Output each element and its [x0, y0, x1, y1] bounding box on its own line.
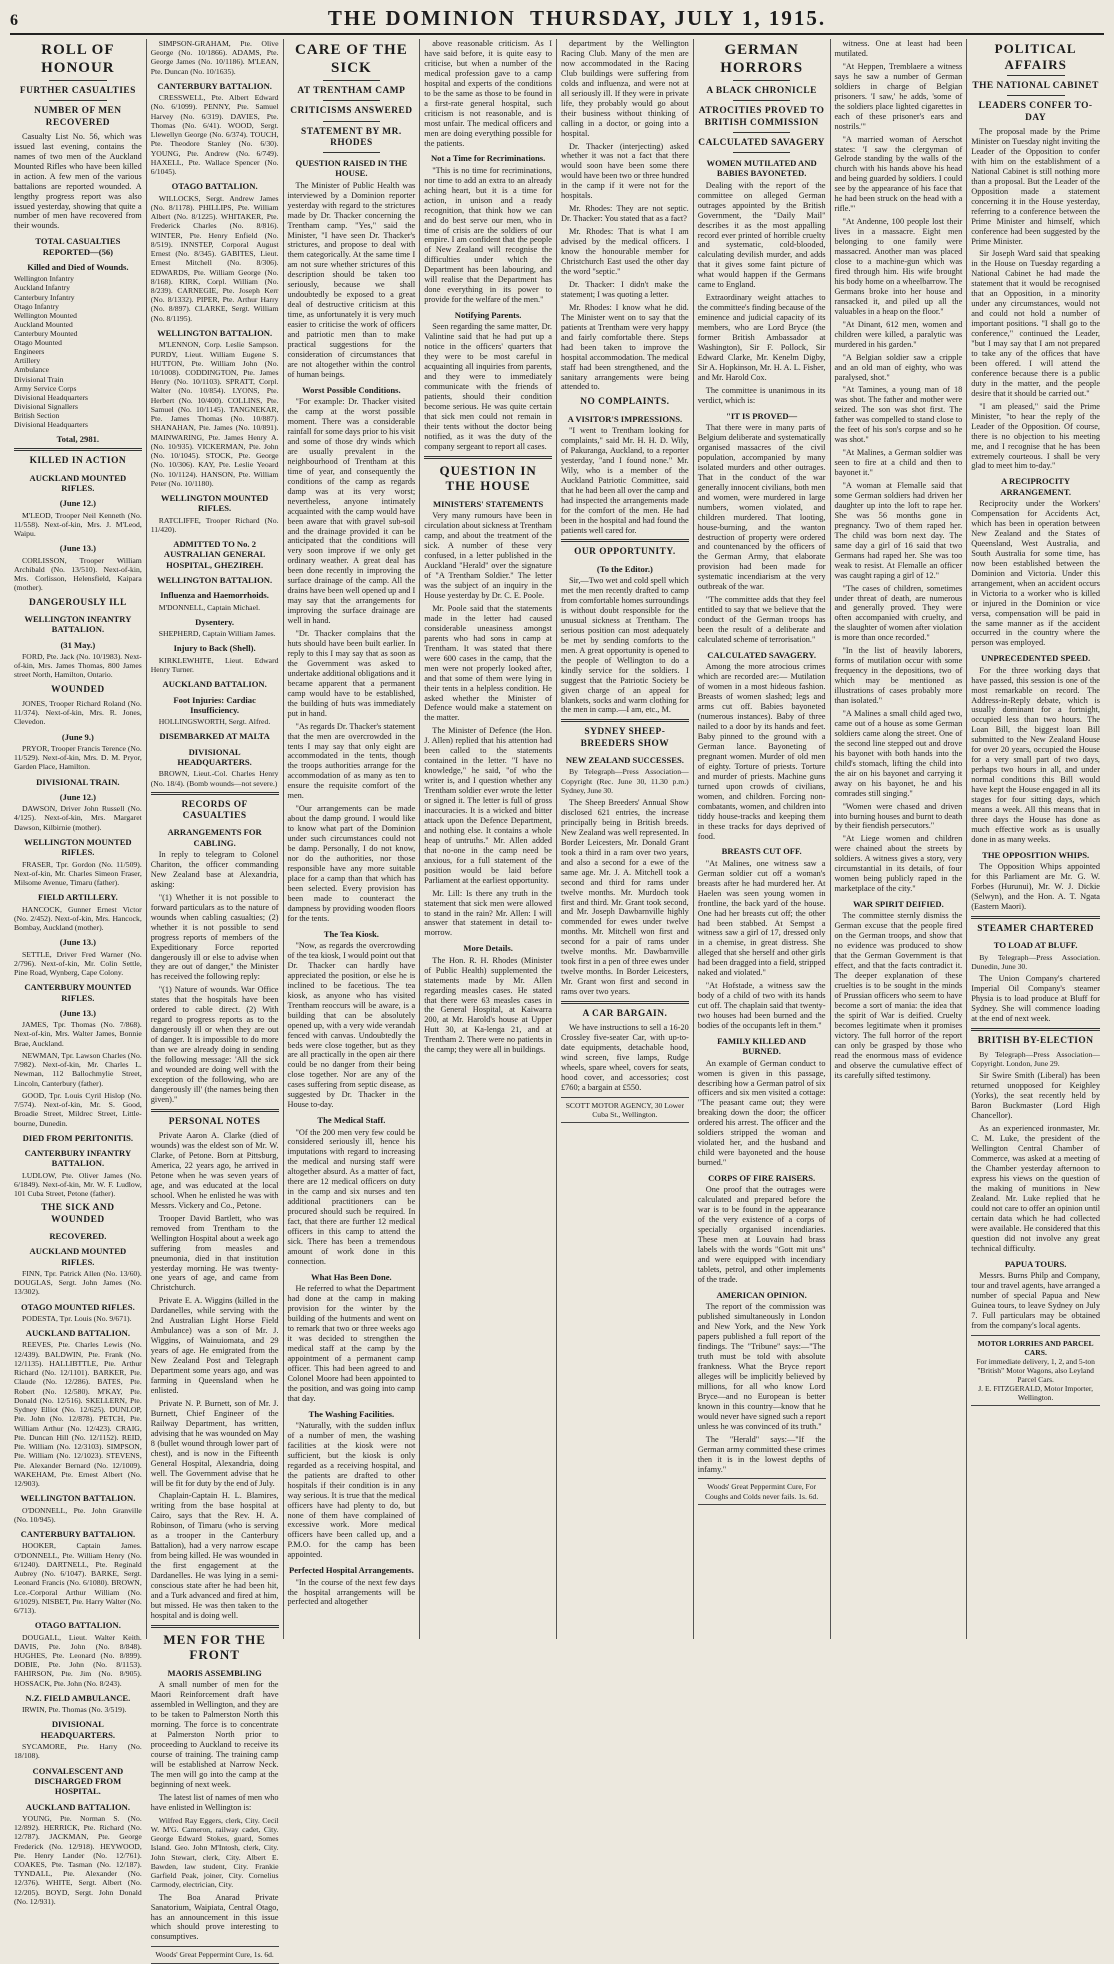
unit-heading: DIVISIONAL TRAIN.: [36, 776, 120, 787]
article-paragraph: "I am pleased," said the Prime Minister, "to hear the reply of the Leader of the Opposition. Of course, there is no objection to his meeting me, and I recognise that he has been extremely courteous. I shall be very glad to meet him to-day.": [971, 401, 1100, 471]
subheading: LEADERS CONFER TO-DAY: [978, 101, 1093, 123]
unit-name: Artillery: [14, 356, 41, 366]
casualty-entry: CORLISSON, Trooper William Archibald (No. 13/510). Next-of-kin, Mrs. Corlisson, Helensfield, Kaipara (mother).: [14, 555, 142, 593]
casualty-row: [14, 347, 142, 356]
records-heading: RECORDS OF CASUALTIES: [181, 799, 248, 822]
section-heading: "IT IS PROVED—: [726, 410, 798, 421]
casualty-entry: JONES, Trooper Richard Roland (No. 11/374). Next-of-kin, Mrs. R. Jones, Clevedon.: [14, 698, 142, 727]
wounded-heading: WOUNDED: [51, 684, 105, 695]
unit-name: Wellington Mounted: [14, 310, 77, 320]
question-house-heading: QUESTION IN THE HOUSE: [439, 462, 537, 494]
article-paragraph: The report of the commission was published simultaneously in London and New York, and the New York papers published a full report of the findings. The "Tribune" says:—"The truth must be told with absolute frankness. What the Bryce report alleges will be implicitly believed by millions, for all who know Lord Bryce—and no European is better known in this country—know that he would never have signed such a report unless he was convinced of its truth.": [697, 1302, 826, 1431]
section-heading: CALCULATED SAVAGERY.: [707, 650, 816, 660]
men-front-heading: MEN FOR THE FRONT: [163, 1631, 266, 1663]
killed-in-action-heading: KILLED IN ACTION: [29, 456, 127, 467]
unit-name: Engineers: [14, 347, 45, 357]
article-paragraph: Trooper David Bartlett, who was removed from Trentham to the Wellington Hospital about a week ago suffering from measles and pneumonia, died in that institution yesterday morning. He was twenty-one years of age, and came from Christchurch.: [150, 1213, 279, 1293]
divider: [561, 539, 689, 542]
unit-heading: OTAGO BATTALION.: [171, 181, 258, 192]
section-heading: What Has Been Done.: [311, 1271, 392, 1282]
article-paragraph: The Boa Anarad Private Sanatorium, Waipiata, Central Otago, has an announcement in this issue which should prove interesting to consumptives.: [150, 1892, 279, 1942]
article-paragraph: A small number of men for the Maori Reinforcement draft have assembled in Wellington, and they are to be taken to Palmerston North this morning. The force is to concentrate at Palmerston North prior to proceeding to Auckland to receive its course of training. The training camp will be established at Narrow Neck. The men will go into the camp at the beginning of next week.: [150, 1680, 279, 1789]
unit-name: Divisional Train: [14, 374, 64, 384]
unit-heading: OTAGO MOUNTED RIFLES.: [21, 1301, 135, 1312]
german-horrors-heading: GERMAN HORRORS: [720, 42, 804, 76]
malta-heading: DISEMBARKED AT MALTA: [159, 731, 270, 742]
column-8: [967, 39, 1104, 1639]
casualty-row: [14, 311, 142, 320]
article-paragraph: In reply to telegram to Colonel Chariton, the officer commanding New Zealand base at Alexandria, asking:: [150, 850, 279, 889]
unit-heading: CANTERBURY MOUNTED RIFLES.: [24, 982, 132, 1003]
divider: [323, 152, 380, 153]
casualty-entry: GOOD, Tpr. Louis Cyril Hislop (No. 7/574). Next-of-kin, Mr. S. Good, Broadie Street, Mildrec Street, Little-bourne, Dunedin.: [14, 1090, 142, 1128]
unit-heading: FIELD ARTILLERY.: [37, 892, 118, 903]
article-paragraph: "Our arrangements can be made about the damp ground. I would like to know what part of the Dominion under such circumstances could not be damp. Personally, I do not know, nor do the authorities, nor those responsible have any more suitable place for a camp than that which has been selected. Every provision has been made to counteract the dampness by providing wooden floors for the tents.: [287, 804, 416, 923]
article-paragraph: "Dr. Thacker complains that the huts should have been built earlier. In reply to this I may say that as soon as the Government was asked to undertake additional obligations and it became apparent that a permanent camp would have to be established, the building of huts was immediately put in hand.: [287, 629, 416, 718]
column-3: [284, 39, 421, 1639]
article-paragraph: Reciprocity under the Workers' Compensation for Accidents Act, which has been in operation between New Zealand and the States of Queensland, West Australia, and South Australia for some time, has now been established between the Dominion and Victoria. Under this arrangement, when an accident occurs in Victoria to a worker who is killed or injured in the Dominion or vice versa, compensation will be paid in the same manner as if the accident occurred in the country where the person was employed.: [971, 499, 1100, 648]
article-paragraph: "At Malines, a German soldier was seen to fire at a child and then to bayonet it.": [834, 448, 963, 478]
admitted-heading: ADMITTED TO No. 2 AUSTRALIAN GENERAL HOSPITAL, GHEZIREH.: [163, 539, 266, 570]
casualty-entry: FORD, Pte. Jack (No. 10/1983). Next-of-kin, Mrs. James Thomas, 800 James street North, Hamilton, Ontario.: [14, 651, 142, 680]
section-heading: Worst Possible Conditions.: [302, 384, 401, 395]
article-paragraph: Private Aaron A. Clarke (died of wounds) was the eldest son of Mr. W. Clarke, of Petone. Born at Pittsburg, America, 22 years ago, he arrived in Petone when he was seven years of age, and was educated at the local school. When he enlisted he was with Messrs. Vickery and Co., Petone.: [150, 1131, 279, 1210]
admitted-entry: BROWN, Lieut.-Col. Charles Henry (No. 18/4). (Bomb wounds—not severe.): [150, 769, 279, 788]
casualty-row: [14, 356, 142, 365]
unit-heading: CANTERBURY BATTALION.: [157, 80, 272, 91]
subheading: MINISTERS' STATEMENTS: [433, 499, 544, 510]
article-paragraph: "At Liege women and children were chained about the streets by soldiers. A witness gives a story, very circumstantial in its details, of four women being publicly raped in the marketplace of the city.": [834, 834, 963, 894]
section-heading: CORPS OF FIRE RAISERS.: [708, 1173, 816, 1184]
divider: [151, 1625, 279, 1628]
article-paragraph: "(1) Whether it is not possible to forward particulars as to the nature of wounds when cabling casualties; (2) whether it is not possible to send progress reports of members of the Expeditionary Force reported dangerously ill or else to advise when they are out of danger," the Minister has received the following reply:: [150, 892, 279, 982]
divider: [733, 100, 790, 101]
date-heading: (June 12.): [59, 498, 97, 509]
men-recovered-heading: NUMBER OF MEN RECOVERED: [34, 106, 122, 128]
unit-heading: WELLINGTON MOUNTED RIFLES.: [24, 836, 132, 858]
subheading: AT TRENTHAM CAMP: [297, 86, 406, 96]
article-paragraph: "Naturally, with the sudden influx of a number of men, the washing facilities at the kiosk were not sufficient, but the kiosk is only regarded as a receiving hospital, and the patients are drafted to other hospitals if their condition is in any way serious. It is true that the medical officers have had plenty to do, but none of them have complained of excessive work. More medical officers have been called up, and a P.M.O. for the camp has been appointed.: [287, 1420, 416, 1560]
care-of-sick-heading: CARE OF THE SICK: [295, 42, 408, 76]
subheading: NEW ZEALAND SUCCESSES.: [565, 754, 684, 765]
article-paragraph: That there were in many parts of Belgium deliberate and systematically organised massacres of the civil population, accompanied by many isolated murders and other outrages. That in the conduct of the war generally innocent civilians, both men and women, were murdered in large numbers, women violated, and children murdered. That looting, house-burning, and the wanton destruction of property were ordered and countenanced by the officers of the German Army, that elaborate provision had been made for systematic incendiarism at the very outbreak of the war.: [697, 423, 826, 592]
unit-name: Army Service Corps: [14, 383, 77, 393]
article-paragraph: Sir Joseph Ward said that speaking in the House on Tuesday regarding a National Cabinet he had made the statement that it would be recognised that an Opposition, in a minority under any circumstances, would not and could not hold a number of important positions. "I shall go to the conference," continued the Leader, "but I may say that I am not prepared to take any of the offices that have been offered. I will attend the conference because there is a public duty in the matter, and the people desire that it should be carried out.": [971, 249, 1100, 398]
column-2: [147, 39, 284, 1960]
steamer-heading: STEAMER CHARTERED: [977, 923, 1095, 934]
unit-name: Divisional Headquarters: [14, 420, 89, 430]
article-paragraph: The proposal made by the Prime Minister on Tuesday night inviting the Leader of the Opposition to confer with him on the establishment of a National Cabinet is still nothing more than a proposal. But the Leader of the Opposition made a statement concerning it in the House yesterday, referring to a conference between the Prime Minister and himself, which conference had been suggested by the Prime Minister.: [971, 127, 1100, 246]
casualty-entry: M'LEOD, Trooper Neil Kenneth (No. 11/558). Next-of-kin, Mrs. J. M'Leod, Waipu.: [14, 510, 142, 539]
column-7: [831, 39, 968, 1639]
article-paragraph: Messrs. Burns Philp and Company, tour and travel agents, have arranged a number of special Papua and New Guinea tours, to leave Sydney on July 7. Full particulars may be obtained from the company's local agents.: [971, 1270, 1100, 1330]
article-paragraph: Mr. Poole said that the statements made in the letter had caused considerable uneasiness amongst parents who had sons in camp at Trentham. It was stated that there were 600 cases in the camp, that the men were not properly looked after, and that some of them were lying in their tents in a helpless condition. He asked whether the Minister of Defence would make a statement on the matter.: [424, 603, 552, 723]
casualty-row: [14, 365, 142, 374]
subheading: TO LOAD AT BLUFF.: [993, 940, 1078, 951]
article-paragraph: The Opposition Whips appointed for this Parliament are Mr. G. W. Forbes (Hurunui), Mr. W. J. Dickie (Selwyn), and the Hon. A. T. Ngata (Eastern Maori).: [971, 862, 1100, 911]
unit-heading: AUCKLAND BATTALION.: [162, 679, 267, 690]
article-paragraph: "A woman at Flemalle said that some German soldiers had driven her daughter up into the loft to rape her. She was 56 months gone in pregnancy. Two of them raped her. The child was born next day. The same day a girl of 16 said that two Germans had raped her. She was too weak to resist. At Flemalle an officer was caught raping a girl of 12.": [834, 481, 963, 580]
article-paragraph: Mr. Rhodes: I know what he did. The Minister went on to say that the patients at Trentham were very happy and fairly comfortable there. Steps had been taken to improve the hospital accommodation. The medical staff had been strengthened, and the sanitary arrangements were being attended to.: [561, 302, 689, 392]
unit-heading: CANTERBURY INFANTRY BATTALION.: [24, 1148, 132, 1169]
unit-heading: WELLINGTON BATTALION.: [20, 1493, 136, 1504]
article-paragraph: One proof that the outrages were calculated and prepared before the war is to be found in the appearance of the very existence of a corps of specially organised incendiaries. These men at Louvain had brass labels with the words "Gott mit uns" and were equipped with incendiary tablets, petrol, and other implements of the trade.: [697, 1185, 826, 1284]
divider: [323, 80, 380, 81]
unit-name: Auckland Mounted: [14, 319, 73, 329]
ailment-heading: Influenza and Haemorrhoids.: [160, 590, 269, 601]
article-paragraph: Dr. Thacker (interjecting) asked whether it was not a fact that there would soon have been some there would have been two or three hundred in the camp if it were not for the hospitals.: [561, 141, 689, 201]
article-paragraph: Mr. Lill: Is there any truth in the statement that sick men were allowed to stand in the rain? Mr. Allen: I will answer that statement in detail to-morrow.: [424, 888, 552, 938]
further-casualties-heading: FURTHER CASUALTIES: [19, 86, 136, 96]
car-ad-text: We have instructions to sell a 16-20 Crossley five-seater Car, with up-to-date equipments, detachable hood, wind screen, five lamps, Rudge wheels, spare wheel, covers for seats, hood cover, and accessories; cost £760; a bargain at £550.: [561, 1023, 689, 1093]
enlistment-list: Wilfred Ray Eggers, clerk, City. Cecil W. M'G. Cameron, railway cadet, City. George Edward Stokes, guard, Somes Island. Geo. John M'Intosh, clerk, City. John Stewart, clerk, City. Albert E. Bawden, law student, City. Frankie Garfield Peak, joiner, City. Cornelius Carmody, electrician, City.: [150, 1815, 279, 1890]
cabling-heading: ARRANGEMENTS FOR CABLING.: [167, 827, 262, 848]
recovered-list: IRWIN, Pte. Thomas (No. 3/519).: [22, 1705, 127, 1715]
unit-heading: N.Z. FIELD AMBULANCE.: [25, 1692, 131, 1703]
column-6: [694, 39, 831, 1639]
article-paragraph: above reasonable criticism. As I have said before, it is quite easy to criticise, but when a number of the medical profession gave to a camp hospital and experts of the conditions to be the same as those to be found in a first-rate general hospital, such criticism is not reasonable, and is most unfair. The medical officers and men are doing everything possible for the patients.: [424, 39, 552, 148]
column-4: [420, 39, 557, 1639]
maoris-heading: MAORIS ASSEMBLING: [167, 1668, 262, 1679]
article-paragraph: The committee is unanimous in its verdict, which is:: [697, 385, 826, 405]
section-heading: The Washing Facilities.: [308, 1408, 395, 1419]
article-paragraph: "The cases of children, sometimes under threat of death, are numerous and generally proved. They were often accompanied with cruelty, and the slaughter of women after violation is more than once recorded.": [834, 583, 963, 643]
unit-heading: DIVISIONAL HEADQUARTERS.: [177, 746, 252, 768]
unit-name: Ambulance: [14, 365, 50, 375]
wire-credit: By Telegraph—Press Association—Copyright (Rec. June 30, 11.30 p.m.) Sydney, June 30.: [561, 767, 689, 795]
casualty-row: [14, 411, 142, 420]
casualty-entry: LUDLOW, Pte. Oliver James (No. 6/1849). Next-of-kin, Mr. W. F. Ludlow, 101 Cuba Street, Petone (father).: [14, 1170, 142, 1199]
article-paragraph: An example of German conduct to women is given in this passage, describing how a German patrol of six officers and six men visited a cottage: "The peasant came out; they were breaking down the door; the officer ordered his arrest. The officer and the soldiers stripped the woman and violated her, and the husband and child were bayoneted and the house burned.": [697, 1058, 826, 1168]
no-complaints-heading: NO COMPLAINTS.: [580, 397, 670, 408]
divider: [971, 916, 1100, 919]
section-heading: FAMILY KILLED AND BURNED.: [717, 1035, 807, 1057]
article-paragraph: Among the more atrocious crimes which are recorded are:— Mutilation of women in a most hideous fashion. Breasts of women slashed; legs and arms cut off. Babies bayoneted (numerous instances). Baby of three nailed to a door by its hands and feet. Baby pinned to the ground with a German lance. Bayoneting of pregnant women. Murder of old men of eighty. Torture of priests. Torture and murder of priests. Machine guns turned upon crowds of civilians, women, and children. Forcing non-combatants, women, and children into tiddy house-tracks and keeping them in these tracks for days deprived of food.: [697, 662, 826, 841]
casualty-entry: FRASER, Tpr. Gordon (No. 11/509). Next-of-kin, Mr. Charles Simeon Fraser, Milsome Avenue, Timaru (father).: [14, 859, 142, 887]
unit-name: Otago Mounted: [14, 338, 62, 348]
recovered-list: CRESSWELL, Pte. Albert Edward (No. 6/1099). PENNY, Pte. Samuel Harvey (No. 6/319). DAVIES, Pte. Thomas (No. 6/41). WOOD, Sergt. Llewellyn George (No. 6/374). TOUCH, Pte. Theodore Stanley (No. 6/30). YOUNG, Pte. Andrew (No. 6/749). HAXELL, Pte. Wallace Spencer (No. 6/1045).: [150, 93, 279, 177]
opportunity-heading: OUR OPPORTUNITY.: [574, 547, 676, 558]
divider: [561, 1001, 689, 1004]
article-paragraph: "This is no time for recriminations, nor time to add an extra to an already aching heart, but it is a time for action, in unison and a ready recognition, that think how we can and do best serve our men, who in time of crisis are the soldiers of our empire. I am confident that the people of New Zealand will recognise the difficulties under which the Department has been labouring, and will realise that the Department has done everything in its power to provide for the welfare of the men.": [424, 165, 552, 305]
section-heading: The Tea Kiosk.: [323, 928, 379, 939]
article-paragraph: "At Tamines, a young man of 18 was shot. The father and mother were seized. The son was shot first. The father was compelled to stand close to the feet of his son's corpse and so he was shot.": [834, 385, 963, 445]
article-paragraph: department by the Wellington Racing Club. Many of the men are now accommodated in the Racing Club buildings were suffering from colds and influenza, and were not at all seriously ill. If they were in private life, they probably would go about their business without thinking of calling in a doctor, or going into a hospital.: [561, 39, 689, 138]
article-paragraph: "The committee adds that they feel entitled to say that we believe that the conduct of the German troops has been the result of a deliberate and calculated scheme of terrorisation.": [697, 595, 826, 645]
article-paragraph: "At Andenne, 100 people lost their lives in a massacre. Eight men belonging to one family were massacred. Another man was placed close to a machine-gun which was fired through him. His wife brought his body home on a wheelbarrow. The Germans broke into her house and ransacked it, and piled up all the valuables in a heap on the floor.": [834, 217, 963, 316]
article-paragraph: "A Malines a small child aged two, came out of a house as some German soldiers came along the street. One of the second line stepped out and drove his bayonet with both hands into the child's stomach, lifting the child into the air on his bayonet and carrying it away on his bayonet, he and his comrades still singing.": [834, 709, 963, 798]
subheading: THE NATIONAL CABINET: [972, 81, 1099, 92]
wire-credit: By Telegraph—Press Association. Dunedin, June 30.: [971, 952, 1100, 971]
casualty-row: [14, 329, 142, 338]
unit-heading: AUCKLAND MOUNTED RIFLES.: [29, 472, 127, 494]
divider: [1007, 95, 1065, 96]
peppermint-ad: Woods' Great Peppermint Cure, 1s. 6d.: [151, 1946, 279, 1963]
article-paragraph: Private N. P. Burnett, son of Mr. J. Burnett, Chief Engineer of the Railway Department, has written, advising that he was wounded on May 8 (bullet wound through lower part of chest), and is now in the Fifteenth General Hospital, Alexandria, doing well. The Government advise that he will be fit for duty by the end of July.: [150, 1398, 279, 1488]
date-heading: (June 13.): [59, 937, 97, 948]
casualty-row: [14, 338, 142, 347]
unit-name: Divisional Headquarters: [14, 392, 89, 402]
unit-heading: CANTERBURY BATTALION.: [20, 1529, 136, 1540]
admitted-entry: M'DONNELL, Captain Michael.: [158, 602, 261, 612]
article-paragraph: Seen regarding the same matter, Dr. Valintine said that he had put up a notice in the officers' quarters that they were to be most careful in acquainting all inquiries from parents, and they were to immediately communicate with the friends of patients, should their condition become serious. He was quite certain that sick men could not remain in their tents without the doctor being notified, as it was the duty of the company sergeant to report all cases.: [424, 322, 552, 451]
unit-heading: WELLINGTON BATTALION.: [157, 327, 273, 338]
divider: [424, 456, 552, 459]
article-paragraph: Sir Swire Smith (Liberal) has been returned unopposed for Keighley (Yorks), the seat recently held by Baron Buckmaster (Lord High Chancellor).: [971, 1071, 1100, 1121]
divider: [14, 448, 142, 451]
casualty-entry: NEWMAN, Tpr. Lawson Charles (No. 7/982). Next-of-kin, Mr. Charles L. Newman, 112 Ballochmylie Street, Lincoln, Canterbury (father).: [14, 1050, 142, 1088]
ad-title: MOTOR LORRIES AND PARCEL CARS.: [977, 1338, 1094, 1357]
article-paragraph: Extraordinary weight attaches to the committee's finding because of the eminence and judicial capacity of its members, who are Lord Bryce (the former British Ambassador at Washington), Sir F. Pollock, Sir Edward Clarke, Mr. Kenelm Digby, Sir A. Hopkinson, Mr. H. A. L. Fisher, and Mr. Harold Cox.: [697, 293, 826, 382]
sheep-show-heading: SYDNEY SHEEP-BREEDERS SHOW: [580, 727, 670, 749]
article-paragraph: Very many rumours have been in circulation about sickness at Trentham camp, and about the treatment of the sick. A number of these very confused, in a letter published in the Auckland "Herald" over the signature of "A Trentham Soldier." The letter was the subject of an inquiry in the House yesterday by Dr. C. E. Poole.: [424, 511, 552, 600]
casualty-row: [14, 293, 142, 302]
subheading: A VISITOR'S IMPRESSIONS.: [567, 413, 683, 424]
divider: [49, 80, 106, 81]
subheading: CRITICISMS ANSWERED: [290, 106, 413, 117]
article-paragraph: The "Herald" says:—"If the German army committed these crimes then it is in the lowest depths of infamy.": [697, 1434, 826, 1474]
date-heading: (June 12.): [59, 791, 97, 802]
section-heading: A RECIPROCITY ARRANGEMENT.: [1000, 476, 1071, 497]
section-heading: PAPUA TOURS.: [1004, 1258, 1067, 1269]
date-heading: (June 13.): [59, 543, 97, 554]
section-heading: More Details.: [463, 943, 513, 954]
article-paragraph: Chaplain-Captain H. L. Blamires, writing from the base hospital at Cairo, says that the Rev. H. A. Robinson, of Timaru (who is serving as a trooper in the Canterbury Battalion), had a very narrow escape from being killed. He was wounded in the first engagement at the Dardanelles. He was lying in a semi-conscious state after he had been hit, and a Turk advanced and fired at him, but missed. He was then taken to the hospital and is doing well.: [150, 1491, 279, 1620]
masthead-title: [50, 6, 1104, 31]
recovered-list: HOOKER, Captain James. O'DONNELL, Pte. William Henry (No. 6/1240). DARTNELL, Pte. Reginald Aubrey (No. 6/1047). BARKE, Sergt. Leonard Francis (No. 6/1080). BROWN, Lce.-Corporal Arthur William (No. 6/1029). NISBET, Pte. Harry Walter (No. 6/713).: [14, 1541, 142, 1615]
article-paragraph: Dr. Thacker: I didn't make the statement; I was quoting a letter.: [561, 279, 689, 299]
recovered-list: M'LENNON, Corp. Leslie Sampson. PURDY, Lieut. William Eugene S. HUTTON, Pte. William John (No. 10/1008). CODDINGTON, Pte. James Henry (No. 10/1103). SPRATT, Corpl. Walter (No. 10/854). LYONS, Pte. Herbert (No. 10/400). COLLINS, Pte. Samuel (No. 10/1145). TANGNEKAR, Pte. James Thomas (No. 10/887). SHANAHAN, Pte. James (No. 10/891). MAINWARING, Pte. James Henry A. (No. 10/935). VICKERMAN, Pte. John (No. 10/1045). STOCK, Pte. George (No. 10/306). KAY, Pte. Leslie Yeoard (No. 10/1124). HANSON, Pte. William Peter (No. 10/1180).: [150, 340, 279, 488]
killed-subheading: Killed and Died of Wounds.: [27, 262, 129, 272]
ad-text: For immediate delivery, 1, 2, and 5-ton "British" Motor Wagons, also Leyland Parcel Cars.: [976, 1356, 1095, 1385]
unit-name: Auckland Infantry: [14, 283, 70, 293]
article-paragraph: As an experienced ironmaster, Mr. C. M. Luke, the president of the Wellington Central Chamber of Commerce, was asked at a meeting of the Chamber yesterday afternoon to express his views on the question of the making of munitions in New Zealand. Mr. Luke replied that he could not care to offer an opinion until certain data which he had collected were available. He considered that this question did not involve any great technical difficulty.: [971, 1124, 1100, 1253]
article-paragraph: "For example: Dr. Thacker visited the camp at the worst possible moment. There was a considerable rainfall for some days prior to his visit and some of those dry winds which are usually prevalent in the neighbourhood of Trentham at this time of year, and consequently the conditions of the camp as regards damp was at its very worst; nevertheless, anyone intimately acquainted with the camp would have been aware that with gravel sub-soil and the drainage provided it can be anticipated that the conditions will very soon improve if we only get ordinary weather. A great deal has been done recently in improving the surface drainage of the camp. All the drains have been well opened up and I may say that the arrangements for improving the surface drainage are well in hand.: [287, 397, 416, 626]
roll-of-honour-heading: ROLL OF HONOUR: [41, 42, 115, 76]
article-paragraph: "Now, as regards the overcrowding of the tea kiosk, I would point out that Dr. Thacker can hardly have appreciated the position, or else he is inclined to be facetious. The tea kiosk, as anyone who has visited Trentham reoccurs will be aware, is a building that can be absolutely opened up, with a very wide verandah fenced with canvas. Undoubtedly the beds were close together, but as they are all practically in the open air there could be no danger from their being close together. Nor are any of the cases suffering from septic disease, as suggested by Dr. Thacker in the House to-day.: [287, 941, 416, 1110]
casualty-intro: Casualty List No. 56, which was issued last evening, contains the names of two men of the Auckland Mounted Rifles who have been killed in action. A few men of the various battalions are reported wounded. A lengthy progress report was also issued yesterday, showing that quite a number of men have recovered from their wounds.: [14, 131, 142, 231]
unit-name: Wellington Infantry: [14, 274, 74, 284]
subheading: STATEMENT BY MR. RHODES: [301, 126, 402, 148]
unit-heading: OTAGO BATTALION.: [34, 1620, 121, 1631]
unit-heading: WELLINGTON INFANTRY BATTALION.: [24, 613, 132, 635]
article-paragraph: The Hon. R. H. Rhodes (Minister of Public Health) supplemented the statements made by Mr. Allen regarding measles cases. He stated that there were 63 measles cases in the General Hospital, at Kaiwarra 200, at Mr. Harold's house at Upper Hutt 30, at Ka-lenga 21, and at Trentham 2. There were no patients in the camp; they were all in buildings.: [424, 955, 552, 1055]
section-heading: The Medical Staff.: [317, 1115, 386, 1126]
casualty-entry: SETTLE, Driver Fred Warner (No. 2/796). Next-of-kin, Mr. Colin Settle, Pine Road, Wynberg, Cape Colony.: [14, 949, 142, 978]
masthead-date: THURSDAY, JULY 1, 1915.: [529, 6, 827, 30]
article-paragraph: "In the course of the next few days the hospital arrangements will be perfected and altogether: [287, 1577, 416, 1607]
date-heading: (June 9.): [61, 731, 94, 742]
article-paragraph: witness. One at least had been mutilated.: [834, 39, 963, 58]
peritonitis-heading: DIED FROM PERITONITIS.: [22, 1132, 134, 1143]
recovered-list: PODESTA, Tpr. Louis (No. 9/671).: [22, 1313, 132, 1323]
recovered-list: WILLOCKS, Sergt. Andrew James (No. 8/1178). PHILLIPS, Pte. William Albert (No. 8/1225). WHITAKER, Pte. Frederick Charles (No. 8/816). WINTER, Pte. Henry Enfield (No. 8/519). INNSTEP, Corporal August Ernest (No. 8/345). GABITES, Lieut. Ernest Mitchell (No. 8/306). EDWARDS, Pte. William George (No. 8/168). KIRK, Corpl. William (No. 8/239). CARNEGIE, Pte. Joseph Kerr (No. 8/1332). PIPER, Pte. Arthur Harry (No. 8/897). CLARKE, Sergt. William (No. 8/1195).: [150, 193, 279, 323]
section-heading: Notifying Parents.: [454, 310, 522, 321]
article-paragraph: Mr. Rhodes: That is what I am advised by the medical officers. I know the honourable member for Christchurch East used the other day the word "septic.": [561, 227, 689, 276]
divider: [733, 132, 790, 133]
subheading: QUESTION RAISED IN THE HOUSE.: [295, 158, 408, 179]
article-paragraph: The Minister of Public Health was interviewed by a Dominion reporter yesterday with regard to the strictures made by Dr. Thacker concerning the Trentham camp. "Yes," said the Minister, "I have seen Dr. Thacker's strictures, and propose to deal with them categorically. At the same time I am not sure whether strictures of this description should be taken too seriously, because we shall undoubtedly be exposed to a great deal of destructive criticism at this time, as unfortunately it is very much easier to criticise the work of officers and patriotic men than to make practical suggestions for the consideration of circumstances that are not altogether within the control of human beings.: [287, 180, 416, 379]
recovered-list: RATCLIFFE, Trooper Richard (No. 11/420).: [150, 515, 279, 534]
unit-heading: AUCKLAND BATTALION.: [25, 1801, 130, 1812]
divider: [323, 121, 380, 122]
casualty-entry: JAMES, Tpr. Thomas (No. 7/868). Next-of-kin, Mrs. Walter James, Bonnie Brae, Auckland.: [14, 1020, 142, 1048]
casualty-row: [14, 393, 142, 402]
date-heading: (31 May.): [60, 639, 96, 650]
section-heading: Not a Time for Recriminations.: [430, 153, 546, 164]
article-paragraph: "At Hofstade, a witness saw the body of a child of two with its hands cut off. The chaplain said that twenty-two houses had been burned and the bodies of the occupants left in them.": [697, 981, 826, 1031]
casualty-entry: PRYOR, Trooper Francis Terence (No. 11/529). Next-of-kin, Mrs. D. M. Pryor, Garden Place, Hamilton.: [14, 743, 142, 772]
unit-name: Canterbury Infantry: [14, 292, 75, 302]
casualty-row: [14, 302, 142, 311]
article-paragraph: "Women were chased and driven into burning houses and burnt to death by their fiendish persecutors.": [834, 801, 963, 831]
divider: [49, 100, 106, 101]
divider: [561, 719, 689, 722]
article-paragraph: "(1) Nature of wounds. War Office states that the hospitals have been ordered to cable direct. (2) With regard to progress reports as to the dangerously ill or when they are out of danger. It is impossible to do more than we are already doing in sending the following message: 'All the sick and wounded are doing well with the exception of the following, who are dangerously ill' (the names being then given).": [150, 985, 279, 1104]
article-paragraph: "At Malines, one witness saw a German soldier cut off a woman's breasts after he had murdered her. At Haelen was seen young women in frontline, the back yard of the house. One had her breasts cut off; the other had been stabbed. At Sempst a witness saw a girl of 17, dressed only in a chemise, in great distress. She alleged that she herself and other girls had been dragged into a field, stripped naked and violated.": [697, 858, 826, 978]
article-paragraph: The Union Company's chartered Imperial Oil Company's steamer Physia is to load produce at Bluff for Sydney. She will commence loading at the end of next week.: [971, 973, 1100, 1023]
article-paragraph: "I went to Trentham looking for complaints," said Mr. H. H. D. Wily, of Pakuranga, Auckland, to a reporter yesterday, "and I found none." Mr. Wily, who is a member of the Auckland Patriotic Committee, said that he had been all over the camp and had inspected the arrangements made for the comfort of the men. He had been in the hospital and had found the patients well cared for.: [561, 426, 689, 535]
motor-lorries-ad: [971, 1335, 1100, 1407]
article-paragraph: "A married woman of Aerschot states: 'I saw the clergyman of Gelrode standing by the walls of the church with his hands above his head and being guarded by soldiers. I could see by the appearance of his face that he had been struck on the head with a rifle.'": [834, 134, 963, 214]
personal-notes-heading: PERSONAL NOTES: [168, 1116, 261, 1127]
to-editor: (To the Editor.): [596, 563, 653, 574]
casualty-table: [14, 274, 142, 429]
section-heading: AMERICAN OPINION.: [716, 1289, 807, 1300]
article-paragraph: Mr. Rhodes: They are not septic. Dr. Thacker: You stated that as a fact?: [561, 204, 689, 224]
divider: [1007, 75, 1065, 76]
motor-agency: SCOTT MOTOR AGENCY, 30 Lower Cuba St., Wellington.: [561, 1097, 689, 1123]
unit-name: Otago Infantry: [14, 301, 59, 311]
total-label: Total, 2981.: [56, 434, 100, 445]
unit-name: Divisional Signallers: [14, 401, 78, 411]
unit-heading: WELLINGTON MOUNTED RIFLES.: [160, 493, 269, 514]
recovered-list: REEVES, Pte. Charles Lewis (No. 12/439). BALDWIN, Pte. Frank (No. 12/1135). HALLIBTTLE, Pte. Arthur Richard (No. 12/1101). BARKER, Pte. Claude (No. 12/286). BATES, Pte. Robert (No. 12/580). M'KAY, Pte. Donald (No. 12/516). SKELLERN, Pte. Sydney Elliot (No. 12/625). DUNLOP, Pte. John (No. 12/878). PETCH, Pte. William Arthur (No. 12/423). CRAIG, Pte. Duncan Hill (No. 12/1152). REID, Pte. William (No. 12/3103). SIMPSON, Pte. William (No. 12/1023). STEVENS, Pte. Alexander Bernard (No. 12/1009). WAKEHAM, Pte. Ernest Albert (No. 12/903).: [14, 1340, 142, 1488]
recovered-list: SIMPSON-GRAHAM, Pte. Olive George (No. 10/1866). ADAMS, Pte. George James (No. 10/1186). M'LEAN, Pte. Duncan (No. 10/1635).: [150, 39, 279, 76]
casualty-row: [14, 402, 142, 411]
unit-heading: DIVISIONAL HEADQUARTERS.: [40, 1719, 116, 1740]
wire-credit: By Telegraph—Press Association—Copyright. London, June 29.: [971, 1050, 1100, 1069]
convalescent-heading: CONVALESCENT AND DISCHARGED FROM HOSPITAL.: [32, 1765, 124, 1797]
casualty-entry: HANCOCK, Gunner Ernest Victor (No. 2/452). Next-of-kin, Mrs. Hancock, Bombay, Auckland (mother).: [14, 904, 142, 933]
section-heading: Perfected Hospital Arrangements.: [288, 1565, 414, 1576]
divider: [733, 152, 790, 153]
column-5: [557, 39, 694, 1639]
ailment-heading: Foot Injuries: Cardiac Insufficiency.: [173, 694, 256, 715]
recovered-list: DOUGALL, Lieut. Walter Keith. DAVIS, Pte. John (No. 8/848). HUGHES, Pte. Leonard (No. 8/899). DOBIE, Pte. John (No. 8/1153). FAHIRSON, Pte. Jim (No. 8/905). HOSSACK, Pte. John (No. 8/243).: [14, 1632, 142, 1688]
article-paragraph: The Sheep Breeders' Annual Show disclosed 621 entries, the increase principally being in British breeds. New Zealand was well represented. In Border Leicesters, Mr. Donald Grant took a third in a ram over two years, and also a second for a ewe of the same age. Mr. J. A. Mitchell took a second and third for rams under twelve months. Mr. Murdoch took first and third. Mr. Grant took second, and Mr. Joseph Dawbarnville highly commended for ewes under twelve months. Mr. Mitchell won first and second for a pair of rams under twelve months. Mr. Dawbarnville took first in a pen of three ewes under twelve months. In Border Leicesters, Mr. Grant won first and second in rams over two years.: [561, 798, 689, 997]
article-paragraph: For the three working days that have passed, this session is one of the most remarkable on record. The Address-in-Reply debate, which is usually dominant for a fortnight, occupied less than two hours. The Loan Bill, the biggest loan Bill submitted to the New Zealand House for over 20 years, occupied the House for a very small part of two days, perhaps two hours in all, and under normal conditions this Bill would have kept the House engaged in all its stages for four sitting days, which means a week. All this means that in three days the House has done as much effective work as is usually done in as many weeks.: [971, 665, 1100, 844]
section-heading: BREASTS CUT OFF.: [721, 846, 802, 857]
unit-name: British Section: [14, 410, 60, 420]
divider: [971, 1028, 1100, 1031]
date-heading: (June 13.): [59, 1007, 97, 1018]
columns: [10, 39, 1104, 1960]
article-paragraph: The latest list of names of men who have enlisted in Wellington is:: [150, 1792, 279, 1812]
casualty-entry: DAWSON, Driver John Russell (No. 4/125). Next-of-kin, Mrs. Margaret Dawson, Kilbirnie (mother).: [14, 804, 142, 832]
casualty-row: [14, 283, 142, 292]
political-affairs-heading: POLITICAL AFFAIRS: [994, 41, 1077, 72]
unit-heading: AUCKLAND MOUNTED RIFLES.: [29, 1246, 127, 1267]
section-heading: UNPRECEDENTED SPEED.: [980, 653, 1091, 664]
article-paragraph: The committee sternly dismiss the German excuse that the people fired on the German troops, and show that no evidence was produced to show that the German Government is that effect, and that the facts contradict it. The deeper explanation of these cruelties is to be sought in the minds of Prussian officers who seem to have become a sort of mania: the idea that the spirit of War is deified. Cruelty becomes legitimate when it promises victory. The full horror of the report can only be grasped by those who read the enormous mass of evidence and observe the cumulative effect of its carefully sifted testimony.: [834, 911, 963, 1080]
recovered-list: YOUNG, Pte. Norman S. (No. 12/892). HERRICK, Pte. Richard (No. 12/787). JACKMAN, Pte. George Frederick (No. 12/918). HEYWOOD, Pte. Henry Lander (No. 12/761). COAKES, Pte. Tasman (No. 12/187). TYNDALL, Pte. Alexander (No. 12/376). WHITE, Sergt. Albert (No. 12/205). BOYD, Sergt. John Donald (No. 12/931).: [14, 1813, 142, 1906]
masthead-title-text: THE DOMINION: [327, 6, 516, 30]
sick-wounded-heading: THE SICK AND WOUNDED: [41, 1203, 115, 1225]
page-number: 6: [10, 12, 18, 29]
article-paragraph: He referred to what the Department had done at the camp in making provision for the winter by the building of the hutments and went on to remark that two or three weeks ago it was decided to strengthen the medical staff at the camp by the appointment of a permanent camp officer. This had been agreed to and Colonel Moore had been appointed to the position, and was going into camp that day.: [287, 1284, 416, 1403]
car-bargain-heading: A CAR BARGAIN.: [582, 1009, 668, 1020]
divider: [151, 1109, 279, 1112]
casualty-row: [14, 384, 142, 393]
article-paragraph: "As regards Dr. Thacker's statement that the men are overcrowded in the tents I may say that only eight are accommodated in the tents, though the troops authorities arrange for the accommodation of as many as ten to ensure the requisite comfort of the men.: [287, 721, 416, 801]
subheading: WOMEN MUTILATED AND BABIES BAYONETED.: [706, 158, 817, 179]
casualty-row: [14, 320, 142, 329]
admitted-entry: HOLLINGSWORTH, Sergt. Alfred.: [158, 717, 271, 727]
casualty-row: [14, 375, 142, 384]
unit-heading: AUCKLAND BATTALION.: [25, 1328, 130, 1339]
article-paragraph: Private E. A. Wiggins (killed in the Dardanelles, while serving with the 2nd Australian Light Horse Field Ambulance) was a son of Mr. J. Wiggins, of Wainuiomata, and 29 years of age. He emigrated from the New Zealand Post and Telegraph Department some years ago, and was farming in Queensland when he enlisted.: [150, 1296, 279, 1395]
recovered-list: O'DONNELL, Pte. John Granville (No. 10/945).: [14, 1505, 142, 1524]
casualty-row: [14, 420, 142, 429]
letter-paragraph: Sir,—Two wet and cold spell which met the men recently drafted to camp from comfortable homes surroundings is without doubt responsible for the unusual sickness at Trentham. The serious position can most adequately be met by sending comforts to the men. A great opportunity is opened to the people of Wellington to do a kindly service for the soldiers. I suggest that the Patriotic Society be given charge of an appeal for blankets, socks and warm clothing for the men in camp.—I am, etc., M.: [561, 576, 689, 715]
casualty-row: [14, 274, 142, 283]
divider: [151, 792, 279, 795]
dangerously-ill-heading: DANGEROUSLY ILL: [29, 597, 127, 608]
recovered-list: FINN, Tpr. Patrick Allen (No. 13/60). DOUGLAS, Sergt. John James (No. 13/302).: [14, 1268, 142, 1297]
admitted-entry: KIRKLEWHITE, Lieut. Edward Henry Turner.: [150, 655, 279, 674]
subheading: CALCULATED SAVAGERY: [698, 137, 825, 148]
column-1: [10, 39, 147, 1906]
peppermint-ad: Woods' Great Peppermint Cure, For Coughs and Colds never fails. 1s. 6d.: [698, 1478, 826, 1504]
ad-agent: J. E. FITZGERALD, Motor Importer, Wellington.: [978, 1384, 1094, 1403]
article-paragraph: "In the list of heavily laborers, forms of mutilation occur with some frequency in the depositions, two of which may be mentioned as illustrations of cases probably more than isolated.": [834, 646, 963, 706]
ailment-heading: Injury to Back (Shell).: [173, 643, 256, 654]
article-paragraph: "A Belgian soldier saw a cripple and an old man of eighty, who was paralysed, shot.": [834, 352, 963, 382]
divider: [733, 80, 790, 81]
subheading: A BLACK CHRONICLE: [706, 86, 817, 96]
article-paragraph: "At Heppen, Tremblaere a witness says he saw a number of German soldiers in charge of Belgian prisoners. 'I saw,' he adds, 'some of the soldiers place lighted cigarettes in each of these prisoner's ears and nostrils.'": [834, 61, 963, 131]
article-paragraph: The Minister of Defence (the Hon. J. Allen) replied that his attention had been called to the statements contained in the letter. "I have no knowledge," he said, "of who the writer is, and I question whether any Trentham soldier ever wrote the letter or signed it. The letter is full of gross inaccuracies. It is a wicked and bitter attack upon the Defence Department, and nothing else. It contains a whole heap of untruths." Mr. Allen added that no-one in the camp need be anxious, for a full statement of the position would be laid before Parliament at the earliest opportunity.: [424, 726, 552, 885]
admitted-entry: SHEPHERD, Captain William James.: [158, 629, 276, 639]
masthead: [10, 6, 1104, 35]
section-heading: WAR SPIRIT DEIFIED.: [852, 899, 944, 910]
article-paragraph: "Of the 200 men very few could be considered seriously ill, hence his imputations with regard to increasing the medical and nursing staff were altogether absurd. As a matter of fact, there are 12 medical officers on duty in the camp and six nurses and ten additional practitioners can be procured should such be required. In fact, that there are further 12 medical officers in this camp to attend the sick. There has been a tremendous amount of work done in this connection.: [287, 1127, 416, 1266]
by-election-heading: BRITISH BY-ELECTION: [977, 1035, 1094, 1046]
totals-heading: TOTAL CASUALTIES REPORTED—(56): [35, 236, 121, 257]
subheading: ATROCITIES PROVED TO BRITISH COMMISSION: [698, 106, 825, 128]
ailment-heading: Dysentery.: [195, 616, 235, 627]
section-heading: THE OPPOSITION WHIPS.: [982, 849, 1090, 860]
unit-name: Canterbury Mounted: [14, 328, 78, 338]
recovered-heading: RECOVERED.: [49, 1230, 107, 1241]
divider: [323, 100, 380, 101]
article-paragraph: Dealing with the report of the committee on alleged German outrages appointed by the British Government, the "Daily Mail" describes it as the most appalling record ever printed of horrible cruelty and systematic, cold-blooded, calculating devilish murder, and adds that it gives some faint picture of what would happen if the Germans came to England.: [697, 180, 826, 290]
article-paragraph: "At Dinant, 612 men, women and children were killed, a paralytic was murdered in his garden.": [834, 319, 963, 349]
unit-heading: WELLINGTON BATTALION.: [157, 575, 273, 586]
recovered-list: SYCAMORE, Pte. Harry (No. 18/108).: [14, 1742, 142, 1761]
